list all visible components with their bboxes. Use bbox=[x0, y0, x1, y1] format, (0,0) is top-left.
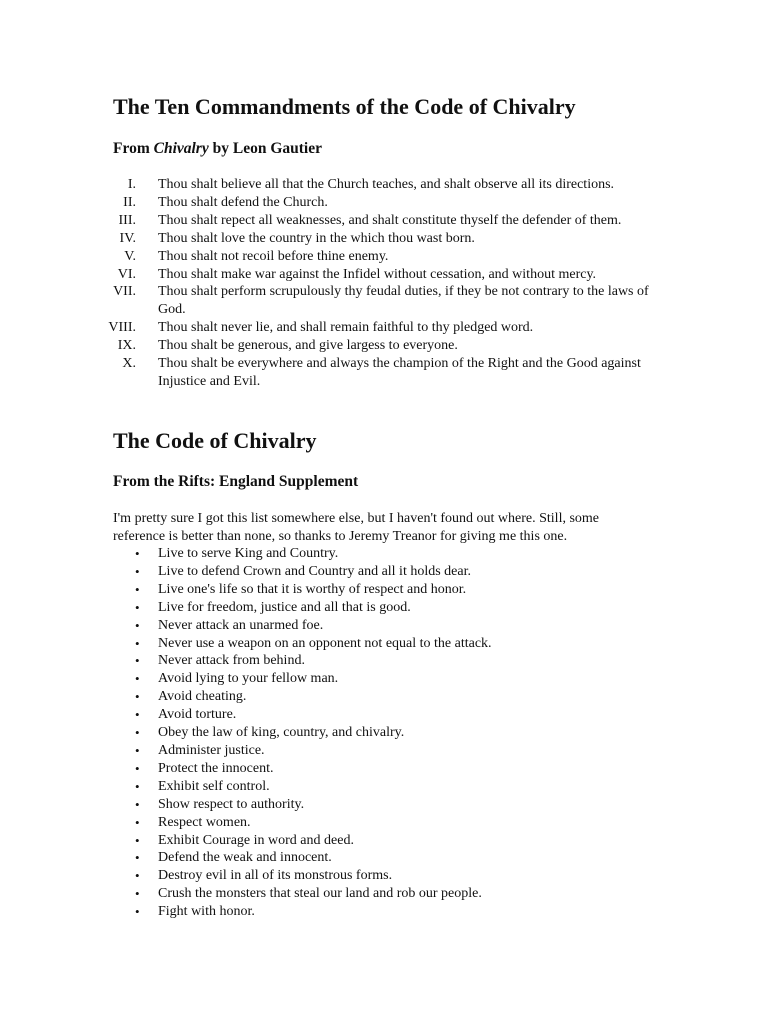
code-item-text: Defend the weak and innocent. bbox=[158, 850, 332, 866]
code-item-text: Show respect to authority. bbox=[158, 796, 305, 812]
code-item-text: Exhibit Courage in word and deed. bbox=[158, 832, 354, 848]
commandment-text: Thou shalt repect all weaknesses, and shalt constitute thyself the defender of them. bbox=[158, 212, 622, 228]
code-item bbox=[113, 814, 653, 832]
code-item bbox=[113, 670, 653, 688]
commandment-text: Thou shalt believe all that the Church teaches, and shalt observe all its directions. bbox=[158, 177, 615, 192]
commandment-text: Thou shalt love the country in the which thou wast born. bbox=[158, 230, 475, 246]
code-item-text: Live to serve King and Country. bbox=[158, 546, 339, 561]
code-item bbox=[113, 688, 653, 706]
code-item bbox=[113, 742, 653, 760]
code-item-text: Never use a weapon on an opponent not equal to the attack. bbox=[158, 635, 492, 651]
code-item bbox=[113, 724, 653, 742]
code-item-text: Live to defend Crown and Country and all it holds dear. bbox=[158, 563, 471, 579]
code-item bbox=[113, 706, 653, 724]
code-item-text: Avoid cheating. bbox=[158, 689, 247, 705]
section2-subtitle: From the Rifts: England Supplement bbox=[113, 473, 359, 490]
code-item-text: Live one's life so that it is worthy of respect and honor. bbox=[158, 581, 467, 597]
roman-numeral: III. bbox=[118, 212, 136, 228]
bullet-icon: • bbox=[135, 725, 140, 741]
bullet-icon: • bbox=[135, 742, 140, 758]
commandment-item bbox=[113, 337, 653, 355]
bullet-icon: • bbox=[135, 653, 140, 669]
bullet-icon: • bbox=[135, 778, 140, 794]
commandment-item bbox=[108, 319, 653, 337]
bullet-icon: • bbox=[135, 868, 140, 884]
bullet-icon: • bbox=[135, 546, 140, 561]
code-item bbox=[113, 832, 653, 850]
bullet-icon: • bbox=[135, 832, 140, 848]
commandment-text: Thou shalt perform scrupulously thy feudal duties, if they be not contrary to the laws of God. bbox=[158, 284, 649, 318]
code-item bbox=[113, 581, 653, 599]
code-item bbox=[113, 635, 653, 653]
code-item-text: Respect women. bbox=[158, 814, 251, 830]
roman-numeral: II. bbox=[123, 194, 136, 210]
code-item-text: Destroy evil in all of its monstrous forms. bbox=[158, 868, 393, 884]
section1-title: The Ten Commandments of the Code of Chivalry bbox=[113, 94, 576, 119]
code-item bbox=[113, 617, 653, 635]
commandment-item bbox=[113, 355, 653, 391]
commandment-text: Thou shalt make war against the Infidel without cessation, and without mercy. bbox=[158, 266, 597, 282]
bullet-icon: • bbox=[135, 707, 140, 723]
bullet-icon: • bbox=[135, 617, 140, 633]
commandment-text: Thou shalt never lie, and shall remain faithful to thy pledged word. bbox=[158, 320, 534, 336]
subtitle-book-title: Chivalry bbox=[153, 140, 209, 157]
bullet-icon: • bbox=[135, 563, 140, 579]
section2-title: The Code of Chivalry bbox=[113, 428, 317, 453]
code-item-text: Live for freedom, justice and all that is good. bbox=[158, 599, 411, 615]
code-item-text: Obey the law of king, country, and chivalry. bbox=[158, 725, 405, 741]
commandment-text: Thou shalt be everywhere and always the champion of the Right and the Good against Injustice and Evil. bbox=[158, 356, 641, 389]
bullet-icon: • bbox=[135, 635, 140, 651]
subtitle-suffix: by Leon Gautier bbox=[208, 140, 322, 157]
code-item bbox=[113, 599, 653, 617]
commandment-item bbox=[113, 212, 653, 230]
bullet-icon: • bbox=[135, 581, 140, 597]
intro-paragraph: I'm pretty sure I got this list somewhere else, but I haven't found out where. Still, some reference is better than none, so thanks to Jeremy Treanor for giving me this one. bbox=[113, 511, 600, 544]
chivalry-code-list bbox=[113, 545, 653, 921]
code-item bbox=[113, 867, 653, 885]
code-item bbox=[113, 796, 653, 814]
bullet-icon: • bbox=[135, 850, 140, 866]
commandment-text: Thou shalt defend the Church. bbox=[158, 194, 328, 210]
roman-numeral: VI. bbox=[117, 266, 136, 282]
code-item-text: Fight with honor. bbox=[158, 904, 255, 920]
bullet-icon: • bbox=[135, 904, 140, 920]
bullet-icon: • bbox=[135, 599, 140, 615]
bullet-icon: • bbox=[135, 814, 140, 830]
code-item bbox=[113, 760, 653, 778]
code-item-text: Avoid lying to your fellow man. bbox=[158, 671, 339, 687]
code-item-text: Avoid torture. bbox=[158, 707, 237, 723]
code-item bbox=[113, 545, 653, 563]
code-item-text: Administer justice. bbox=[158, 742, 265, 758]
code-item-text: Exhibit self control. bbox=[158, 778, 270, 794]
commandment-item bbox=[113, 230, 653, 248]
code-item bbox=[113, 563, 653, 581]
commandment-item bbox=[113, 283, 653, 319]
code-item-text: Never attack an unarmed foe. bbox=[158, 617, 324, 633]
section1-subtitle bbox=[113, 139, 322, 159]
roman-numeral: VIII. bbox=[108, 320, 136, 336]
commandments-list bbox=[108, 176, 653, 391]
code-item bbox=[113, 849, 653, 867]
roman-numeral: X. bbox=[122, 356, 136, 372]
bullet-icon: • bbox=[135, 796, 140, 812]
code-item-text: Never attack from behind. bbox=[158, 653, 305, 669]
commandment-item bbox=[113, 248, 653, 266]
bullet-icon: • bbox=[135, 671, 140, 687]
roman-numeral: V. bbox=[124, 248, 136, 264]
code-item bbox=[113, 778, 653, 796]
roman-numeral: IX. bbox=[117, 338, 136, 354]
code-item-text: Protect the innocent. bbox=[158, 760, 274, 776]
bullet-icon: • bbox=[135, 689, 140, 705]
bullet-icon: • bbox=[135, 886, 140, 902]
roman-numeral: I. bbox=[127, 177, 136, 192]
code-item bbox=[113, 885, 653, 903]
code-item bbox=[113, 903, 653, 921]
bullet-icon: • bbox=[135, 760, 140, 776]
commandment-item bbox=[113, 266, 653, 284]
commandment-text: Thou shalt not recoil before thine enemy. bbox=[158, 248, 389, 264]
commandment-item bbox=[113, 176, 653, 194]
roman-numeral: VII. bbox=[113, 284, 136, 300]
code-item-text: Crush the monsters that steal our land and rob our people. bbox=[158, 886, 482, 902]
commandment-item bbox=[113, 194, 653, 212]
subtitle-prefix: From bbox=[113, 140, 154, 157]
roman-numeral: IV. bbox=[119, 230, 136, 246]
code-item bbox=[113, 652, 653, 670]
commandment-text: Thou shalt be generous, and give largess to everyone. bbox=[158, 338, 458, 354]
